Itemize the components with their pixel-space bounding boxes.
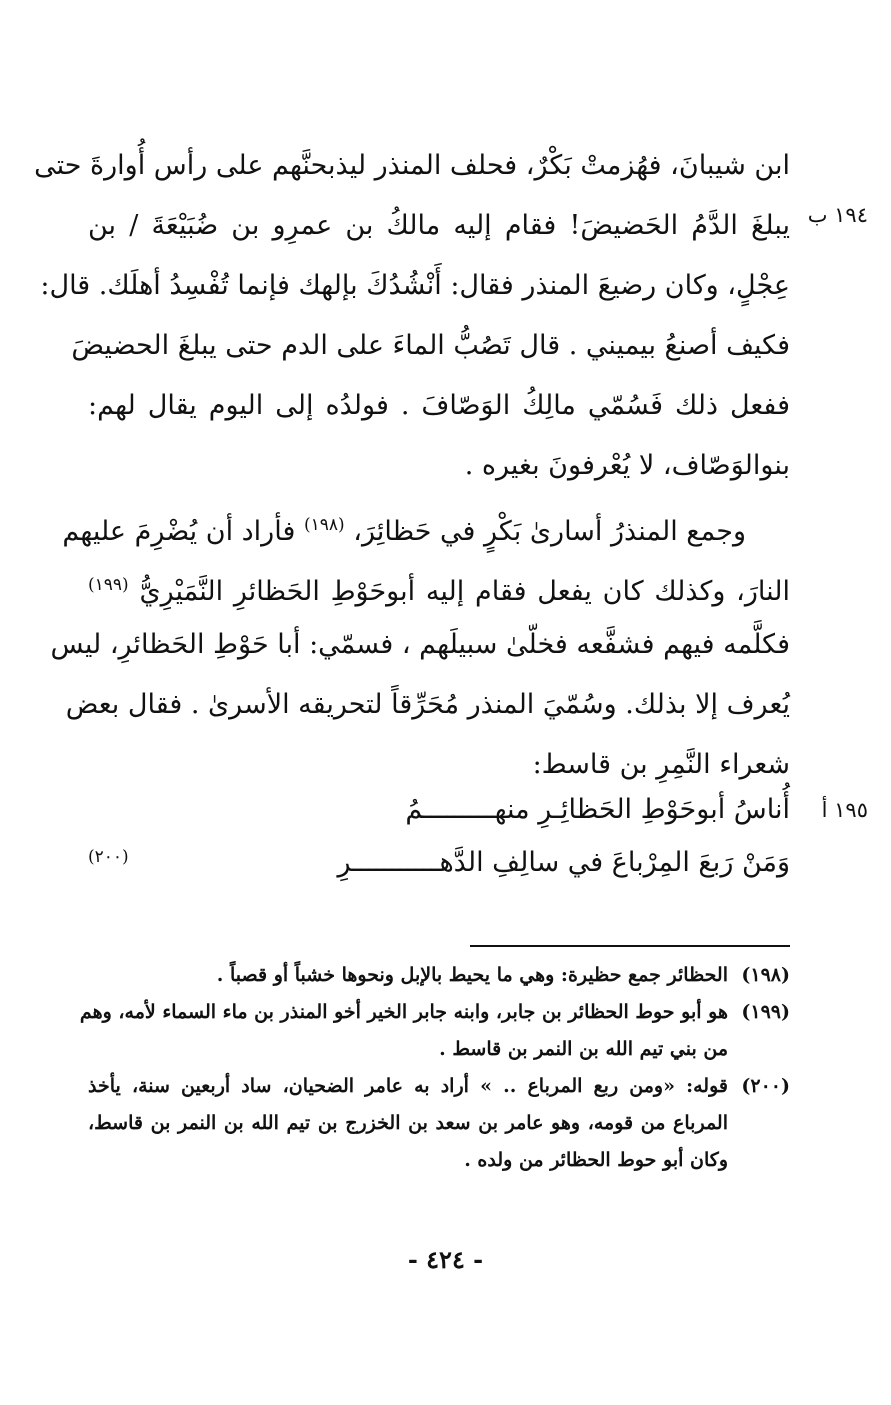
paragraph-2-line-1-text-a: وجمع المنذرُ أسارىٰ بَكْرٍ في حَظائِرَ، (353, 516, 746, 547)
paragraph-2-line-5: شعراء النَّمِرِ بن قاسط: (532, 749, 790, 780)
footnote-number: (٢٠٠) (741, 1075, 790, 1097)
verse-hemistich-2-text: وَمَنْ رَبعَ المِرْباعَ في سالِفِ الدَّهـــــــــــرِ (337, 847, 790, 878)
paragraph-1-line-4: فكيف أصنعُ بيميني . قال تَصُبُّ الماءَ على الدم حتى يبلغَ الحضيضَ (71, 330, 790, 361)
paragraph-2-line-4: يُعرف إلا بذلك. وسُمّيَ المنذر مُحَرِّقاً لتحريقه الأسرىٰ . فقال بعض (65, 689, 790, 720)
verse-hemistich-1: أُناسُ أبوحَوْطِ الحَظائِـرِ منهـــــــــمُ (405, 794, 790, 825)
footnote-200-line-3: وكان أبو حوط الحظائر من ولده . (464, 1149, 728, 1171)
footnote-number: (١٩٩) (741, 1001, 790, 1023)
paragraph-2 (50, 495, 790, 795)
footnote-ref-200[interactable]: (٢٠٠) (88, 847, 129, 867)
footnote-198-line-1: الحظائر جمع حظيرة: وهي ما يحيط بالإبل ونحوها خشباً أو قصباً . (216, 964, 728, 986)
paragraph-1-line-2: يبلغَ الدَّمُ الحَضيضَ! فقام إليه مالكُ بن عمرِو بن ضُبَيْعَةَ / بن (88, 210, 790, 241)
paragraph-2-line-2 (88, 555, 790, 615)
page-number: - ٤٢٤ - (407, 1245, 484, 1274)
footnote-ref-198[interactable]: (١٩٨) (303, 515, 345, 535)
footnote-separator (470, 945, 790, 947)
paragraph-1-line-5: ففعل ذلك فَسُمّي مالِكُ الوَصّافَ . فولدُه إلى اليوم يقال لهم: (88, 390, 790, 421)
paragraph-2-line-3: فكلَّمه فيهم فشفَّعه فخلّىٰ سبيلَهم ، فسمّي: أبا حَوْطِ الحَظائرِ، ليس (50, 629, 790, 660)
footnotes (79, 957, 790, 1179)
footnote-ref-199[interactable]: (١٩٩) (88, 575, 129, 595)
paragraph-1-line-1: ابن شيبانَ، فهُزمتْ بَكْرٌ، فحلف المنذر ليذبحنَّهم على رأس أُوارةَ حتى (34, 150, 790, 181)
paragraph-2-line-1-text-b: فأراد أن يُضْرِمَ عليهم (62, 516, 296, 547)
footnote-200-line-2: المرباع من قومه، وهو عامر بن سعد بن الخزرج بن تيم الله بن النمر بن قاسط، (88, 1112, 728, 1134)
footnote-200 (88, 1068, 790, 1179)
paragraph-1-line-6: بنوالوَصّاف، لا يُعْرفونَ بغيره . (464, 450, 790, 481)
paragraph-1-line-3: عِجْلٍ، وكان رضيعَ المنذر فقال: أَنْشُدُكَ بإلهك فإنما تُفْسِدُ أهلَك. قال: (40, 270, 790, 301)
footnote-199-line-2: من بني تيم الله بن النمر بن قاسط . (439, 1038, 728, 1060)
paragraph-2-line-1 (62, 495, 790, 555)
verse-hemistich-2 (88, 838, 790, 888)
footnote-199 (79, 994, 790, 1068)
paragraph-1 (34, 136, 790, 496)
paragraph-2-line-2-text: النارَ، وكذلك كان يفعل فقام إليه أبوحَوْطِ الحَظائرِ النَّمَيْرِيُّ (139, 576, 790, 607)
margin-note-195a: ١٩٥ أ (821, 798, 868, 822)
footnote-number: (١٩٨) (741, 964, 790, 986)
footnote-200-line-1: قوله: «ومن ربع المرباع .. » أراد به عامر الضحيان، ساد أربعين سنة، يأخذ (88, 1075, 728, 1097)
footnote-199-line-1: هو أبو حوط الحظائر بن جابر، وابنه جابر الخير أخو المنذر بن ماء السماء لأمه، وهم (79, 1001, 728, 1023)
margin-note-194b: ١٩٤ ب (807, 203, 868, 227)
footnote-198 (88, 957, 790, 994)
